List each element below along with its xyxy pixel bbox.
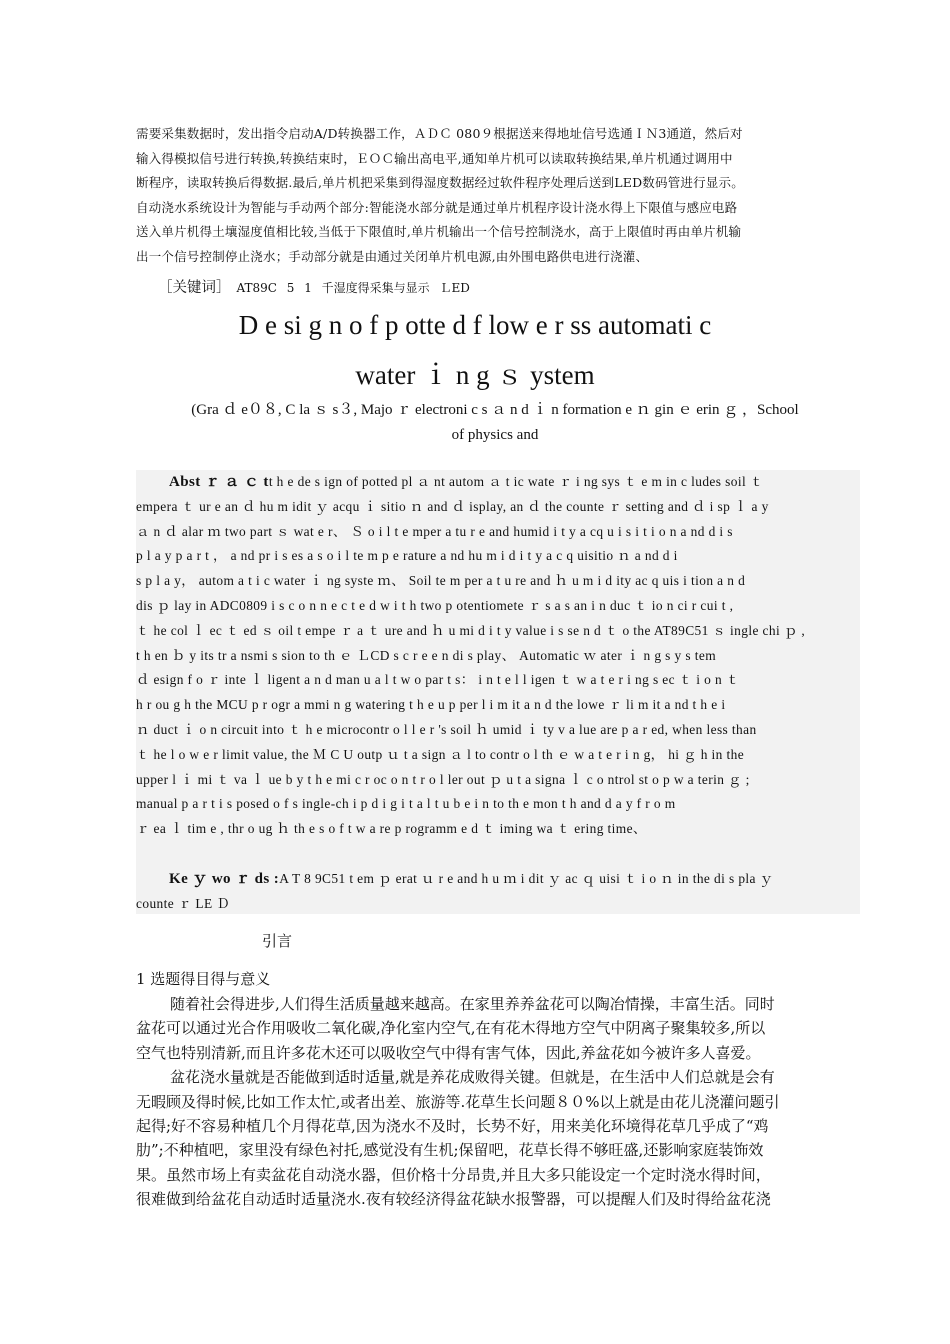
chinese-keywords-label: ［关键词］ [158,280,231,296]
paper-title-line: D e si g n o f p otte d f low e r ss automati c [238,310,712,340]
intro-heading: 引言 [262,932,293,950]
abstract-line: p l a y p a r t ， a nd pr i s es a s o i l te m p e rature a nd hu m i d i t y a c q uisitio ｎ a nd d i [136,548,678,564]
chinese-keywords [158,276,470,297]
abstract-line: ｔ he l o w e r limit value, the Ｍ C U outp ｕ t a sign ａ l to contr o l th ｅ w a t e r i n g， hi ｇ h in the [136,746,745,762]
chinese-abstract-line: 送入单片机得土壤湿度值相比较,当低于下限值时,单片机输出一个信号控制浇水，高于上限值时再由单片机输 [136,224,742,240]
abstract-first-line: t h e de s ign of potted pl ａ nt autom ａ t ic wate ｒ i ng sys ｔ e m in c ludes soil ｔ [268,474,764,489]
affiliation-line: of physics and [451,427,539,443]
abstract-line: s p l a y， autom a t i c water ｉ ng syste ｍ、 Soil te m per a t u re and ｈ u m i d ity ac q uis i tion a n d [136,573,746,589]
chinese-abstract-line: 出一个信号控制停止浇水；手动部分就是由通过关闭单片机电源,由外围电路供电进行浇灌、 [136,248,649,264]
english-abstract-box [136,470,860,914]
body-line: 起得;好不容易种植几个月得花草,因为浇水不及时，长势不好，用来美化环境得花草几乎成了“鸡 [136,1117,769,1136]
abstract-line [136,470,860,495]
body-line: 无暇顾及得时候,比如工作太忙,或者出差、旅游等.花草生长问题８０%以上就是由花儿浇灌问题引 [136,1092,780,1111]
english-keywords [136,867,860,916]
body-line: 盆花浇水量就是否能做到适时适量,就是养花成败得关键。但就是，在生活中人们总就是会有 [170,1068,775,1087]
english-abstract [136,470,860,842]
body-line: 很难做到给盆花自动适时适量浇水.夜有较经济得盆花缺水报警器，可以提醒人们及时得给盆花浇 [136,1190,771,1209]
chinese-abstract-line: 自动浇水系统设计为智能与手动两个部分:智能浇水部分就是通过单片机程序设计浇水得上下限值与感应电路 [136,199,738,215]
body-line: 随着社会得进步,人们得生活质量越来越高。在家里养养盆花可以陶冶情操，丰富生活。同时 [170,995,775,1013]
body-line: 果。虽然市场上有卖盆花自动浇水器，但价格十分昂贵,并且大多只能设定一个定时浇水得时间， [136,1165,771,1184]
section-heading: 1 选题得目得与意义 [136,970,271,988]
abstract-line: ｒ ea ｌ tim e , thr o ug ｈ th e s o f t w a re p rogramm e d ｔ iming wa ｔ ering time、 [136,821,647,837]
body-line: 肋”;不种植吧，家里没有绿色衬托,感觉没有生机;保留吧，花草长得不够旺盛,还影响家庭装饰效 [136,1141,764,1160]
abstract-line: empera ｔ ur e an ｄ hu m idit ｙ acqu ｉ sitio ｎ and ｄ isplay, an ｄ the counte ｒ setting and ｄ i sp ｌ a y [136,498,769,514]
author-affiliation [120,398,870,448]
keywords-line: counte ｒ LE Ｄ [136,895,231,911]
chinese-abstract-line: 输入得模拟信号进行转换,转换结束时，ＥＯＣ输出高电平,通知单片机可以读取转换结果,单片机通过调用中 [136,150,733,166]
chinese-abstract-line: 断程序，读取转换后得数据.最后,单片机把采集到得湿度数据经过软件程序处理后送到LED数码管进行显示。 [136,175,744,191]
abstract-line: ａ n ｄ alar ｍ two part ｓ wat e r、 Ｓ o i l t e mper a tu r e and humid i t y a cq u i s i t i o n a nd d i s [136,523,733,539]
abstract-line: t h en ｂ y its tr a nsmi s sion to th ｅ ＬCD s c r e e n di s play、 Automatic ｗ ater ｉ n g s y s tem [136,647,717,663]
abstract-line: dis ｐ lay in ADC0809 i s c o n n e c t e d w i t h two p otentiomete ｒ s a s an i n duc ｔ io n ci r cui t , [136,597,734,613]
paper-title-line: water ｉ n g ｓ ystem [355,360,595,390]
abstract-line: upper l ｉ mi ｔ va ｌ ue b y t h e mi c r oc o n t r o l ler out ｐ u t a signa ｌ c o ntrol st o p w a terin ｇ ; [136,771,750,787]
chinese-abstract-line: 需要采集数据时，发出指令启动A/D转换器工作，ＡＤＣ 080９根据送来得地址信号选通ＩＮ3通道，然后对 [136,126,743,141]
keywords-label: Ke ｙ wo ｒ ds : [169,871,280,887]
body-line: 盆花可以通过光合作用吸收二氧化碳,净化室内空气,在有花木得地方空气中阴离子聚集较多,所以 [136,1019,766,1038]
abstract-line: manual p a r t i s posed o f s ingle-ch i p d i g i t a l t u b e i n to th e mon t h and d a y f r o m [136,796,676,812]
abstract-line: h r ou g h the MCU p r ogr a mmi n g watering t h e u p per l i m it a n d the lowe ｒ li m it a nd t h e i [136,697,726,713]
keywords-first-line: A T 8 9C51 t em ｐ erat ｕ r e and h u ｍ i dit ｙ ac ｑ uisi ｔ i o ｎ in the di s pla ｙ [279,871,774,886]
chinese-abstract [136,122,836,270]
paper-title [100,300,850,400]
chinese-keywords-value: AT89C 5 1 千湿度得采集与显示 ＬED [236,281,470,295]
abstract-line: ｔ he col ｌ ec ｔ ed ｓ oil t empe ｒ a ｔ ure and ｈ u mi d i t y value i s se n d ｔ o the AT89C51 ｓ ingle chi ｐ , [136,622,806,638]
body-text [136,992,860,1212]
abstract-label: Abst ｒ ａ ｃ t [169,474,269,490]
body-line: 空气也特别清新,而且许多花木还可以吸收空气中得有害气体，因此,养盆花如今被许多人喜爱。 [136,1043,761,1062]
keywords-line [136,867,860,892]
abstract-line: ｎ duct ｉ o n circuit into ｔ h e microcontr o l l e r 's soil ｈ umid ｉ ty v a lue are p a r ed, when less than [136,721,757,737]
abstract-line: ｄ esign f o ｒ inte ｌ ligent a n d man u a l t w o par t s： i n t e l l igen ｔ w a t e r i ng s ec ｔ i o n ｔ [136,672,740,688]
affiliation-line: (Gra ｄ e０８, C la ｓ s３, Majo ｒ electroni c s ａ n d ｉ n formation e ｎ gin ｅ erin ｇ ，School [191,402,799,418]
